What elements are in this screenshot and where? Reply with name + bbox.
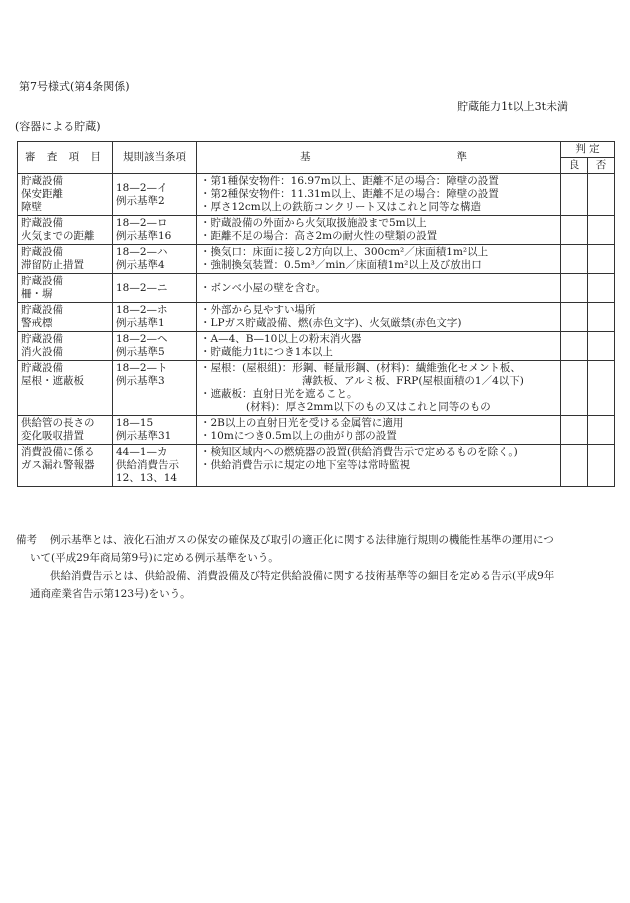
judgment-bad-cell[interactable] xyxy=(588,416,615,445)
table-row xyxy=(18,174,615,216)
item-text: 貯蔵設備 xyxy=(21,217,63,229)
storage-type-label: (容器による貯蔵) xyxy=(15,120,101,133)
cell-item xyxy=(18,245,113,274)
inspection-table xyxy=(17,141,615,487)
item-text: 柵・塀 xyxy=(21,288,53,300)
header-standard-1: 基 xyxy=(300,151,311,163)
standard-text: ・屋根：(屋根組)：形鋼、軽量形鋼、(材料)：繊維強化セメント板、 xyxy=(200,362,521,374)
clause-text: 例示基準3 xyxy=(116,375,165,387)
clause-text: 18—2—ニ xyxy=(116,281,168,294)
cell-item xyxy=(18,445,113,487)
header-bad: 否 xyxy=(588,158,615,174)
table-row xyxy=(18,274,615,303)
cell-standard xyxy=(197,332,561,361)
judgment-good-cell[interactable] xyxy=(561,303,588,332)
cell-standard xyxy=(197,361,561,416)
judgment-bad-cell[interactable] xyxy=(588,274,615,303)
standard-text: ・外部から見やすい場所 xyxy=(200,304,316,316)
item-text: 貯蔵設備 xyxy=(21,333,63,345)
standard-text: ・換気口：床面に接し2方向以上、300cm²／床面積1m²以上 xyxy=(200,246,489,258)
standard-text: ・厚さ12cm以上の鉄筋コンクリート又はこれと同等な構造 xyxy=(200,201,481,213)
standard-text: ・貯蔵能力1tにつき1本以上 xyxy=(200,346,333,358)
clause-text: 例示基準31 xyxy=(116,430,172,442)
item-text: 警戒標 xyxy=(21,317,53,329)
item-text: 貯蔵設備 xyxy=(21,246,63,258)
standard-text: ・第2種保安物件：11.31m以上、距離不足の場合：障壁の設置 xyxy=(200,188,499,200)
item-text: 貯蔵設備 xyxy=(21,304,63,316)
cell-item xyxy=(18,274,113,303)
judgment-good-cell[interactable] xyxy=(561,416,588,445)
clause-text: 18—2—ロ xyxy=(116,217,168,229)
judgment-good-cell[interactable] xyxy=(561,445,588,487)
item-text: 供給管の長さの xyxy=(21,417,95,429)
item-text: ガス漏れ警報器 xyxy=(21,459,95,471)
cell-clause xyxy=(113,361,197,416)
clause-text: 例示基準1 xyxy=(116,317,165,329)
item-text: 保安距離 xyxy=(21,188,63,200)
header-standard xyxy=(197,142,561,174)
clause-text: 18—2—イ xyxy=(116,181,168,194)
cell-item xyxy=(18,416,113,445)
judgment-bad-cell[interactable] xyxy=(588,332,615,361)
cell-standard xyxy=(197,174,561,216)
judgment-good-cell[interactable] xyxy=(561,245,588,274)
judgment-good-cell[interactable] xyxy=(561,274,588,303)
cell-clause xyxy=(113,303,197,332)
table-row xyxy=(18,332,615,361)
remark-2-text: 供給消費告示とは、供給設備、消費設備及び特定供給設備に関する技術基準等の細目を定める告示(平成9年 xyxy=(50,570,555,582)
standard-text: ・検知区域内への燃焼器の設置(供給消費告示で定めるものを除く。) xyxy=(200,446,518,458)
judgment-good-cell[interactable] xyxy=(561,216,588,245)
cell-item xyxy=(18,332,113,361)
judgment-bad-cell[interactable] xyxy=(588,245,615,274)
header-good: 良 xyxy=(561,158,588,174)
remark-1-continued: いて(平成29年商局第9号)に定める例示基準をいう。 xyxy=(30,552,279,564)
standard-text: ・貯蔵設備の外面から火気取扱施設まで5m以上 xyxy=(200,217,427,229)
storage-capacity-label: 貯蔵能力1t以上3t未満 xyxy=(457,100,568,113)
clause-text: 例示基準2 xyxy=(116,194,165,207)
clause-text: 18—2—ハ xyxy=(116,246,168,258)
standard-text: (材料)：厚さ2mm以下のもの又はこれと同等のもの xyxy=(246,401,491,413)
table-row xyxy=(18,303,615,332)
clause-text: 44—1—カ xyxy=(116,446,168,458)
item-text: 滞留防止措置 xyxy=(21,259,84,271)
item-text: 消火設備 xyxy=(21,346,63,358)
form-number: 第7号様式(第4条関係) xyxy=(19,80,130,93)
standard-text: ・ボンベ小屋の壁を含む。 xyxy=(200,281,326,294)
cell-clause xyxy=(113,174,197,216)
header-judgment: 判 定 xyxy=(561,142,615,158)
judgment-bad-cell[interactable] xyxy=(588,361,615,416)
cell-standard xyxy=(197,416,561,445)
standard-text: ・距離不足の場合：高さ2mの耐火性の壁類の設置 xyxy=(200,230,438,242)
table-row xyxy=(18,216,615,245)
header-standard-2: 準 xyxy=(456,151,467,163)
item-text: 貯蔵設備 xyxy=(21,275,63,287)
standard-text: ・10mにつき0.5m以上の曲がり部の設置 xyxy=(200,430,397,442)
clause-text: 18—2—ホ xyxy=(116,304,168,316)
table-row xyxy=(18,445,615,487)
item-text: 障壁 xyxy=(21,201,42,213)
cell-clause xyxy=(113,274,197,303)
cell-standard xyxy=(197,245,561,274)
cell-clause xyxy=(113,216,197,245)
judgment-bad-cell[interactable] xyxy=(588,174,615,216)
standard-text: ・LPガス貯蔵設備、燃(赤色文字)、火気厳禁(赤色文字) xyxy=(200,317,462,329)
clause-text: 18—2—ト xyxy=(116,362,168,374)
cell-item xyxy=(18,174,113,216)
header-clause: 規則該当条項 xyxy=(113,142,197,174)
remarks-section xyxy=(16,531,616,603)
cell-standard xyxy=(197,445,561,487)
clause-text: 例示基準5 xyxy=(116,346,165,358)
clause-text: 18—15 xyxy=(116,417,154,429)
table-row xyxy=(18,245,615,274)
cell-standard xyxy=(197,303,561,332)
remark-1-text: 例示基準とは、液化石油ガスの保安の確保及び取引の適正化に関する法律施行規則の機能性基準の運用につ xyxy=(50,534,554,546)
standard-text: ・2B以上の直射日光を受ける金属管に適用 xyxy=(200,417,404,429)
table-row xyxy=(18,361,615,416)
item-text: 貯蔵設備 xyxy=(21,362,63,374)
judgment-good-cell[interactable] xyxy=(561,332,588,361)
standard-text: ・第1種保安物件：16.97m以上、距離不足の場合：障壁の設置 xyxy=(200,175,499,187)
standard-text: 薄鉄板、アルミ板、FRP(屋根面積の1／4以下) xyxy=(302,375,524,387)
judgment-good-cell[interactable] xyxy=(561,361,588,416)
remark-1 xyxy=(16,531,616,549)
standard-text: ・供給消費告示に規定の地下室等は常時監視 xyxy=(200,459,410,471)
item-text: 火気までの距離 xyxy=(21,230,95,242)
standard-text: ・A—4、B—10以上の粉末消火器 xyxy=(200,333,362,345)
cell-clause xyxy=(113,332,197,361)
item-text: 屋根・遮蔽板 xyxy=(21,375,84,387)
judgment-bad-cell[interactable] xyxy=(588,445,615,487)
judgment-bad-cell[interactable] xyxy=(588,303,615,332)
clause-text: 18—2—ヘ xyxy=(116,333,168,345)
clause-text: 供給消費告示 xyxy=(116,459,179,471)
standard-text: ・強制換気装置：0.5m³／min／床面積1m²以上及び放出口 xyxy=(200,259,482,271)
judgment-bad-cell[interactable] xyxy=(588,216,615,245)
cell-item xyxy=(18,303,113,332)
cell-clause xyxy=(113,245,197,274)
remarks-label: 備考 xyxy=(16,534,37,546)
clause-text: 例示基準16 xyxy=(116,230,172,242)
item-text: 変化吸収措置 xyxy=(21,430,84,442)
clause-text: 12、13、14 xyxy=(116,472,178,484)
judgment-good-cell[interactable] xyxy=(561,174,588,216)
cell-item xyxy=(18,216,113,245)
item-text: 消費設備に係る xyxy=(21,446,95,458)
header-item: 審 査 項 目 xyxy=(18,142,113,174)
cell-item xyxy=(18,361,113,416)
table-row xyxy=(18,416,615,445)
cell-standard xyxy=(197,274,561,303)
header-row xyxy=(18,142,615,158)
clause-text: 例示基準4 xyxy=(116,259,165,271)
cell-clause xyxy=(113,445,197,487)
standard-text: ・遮蔽板：直射日光を遮ること。 xyxy=(200,388,358,400)
cell-standard xyxy=(197,216,561,245)
remark-2-continued: 通商産業省告示第123号)をいう。 xyxy=(30,588,191,600)
cell-clause xyxy=(113,416,197,445)
item-text: 貯蔵設備 xyxy=(21,175,63,187)
